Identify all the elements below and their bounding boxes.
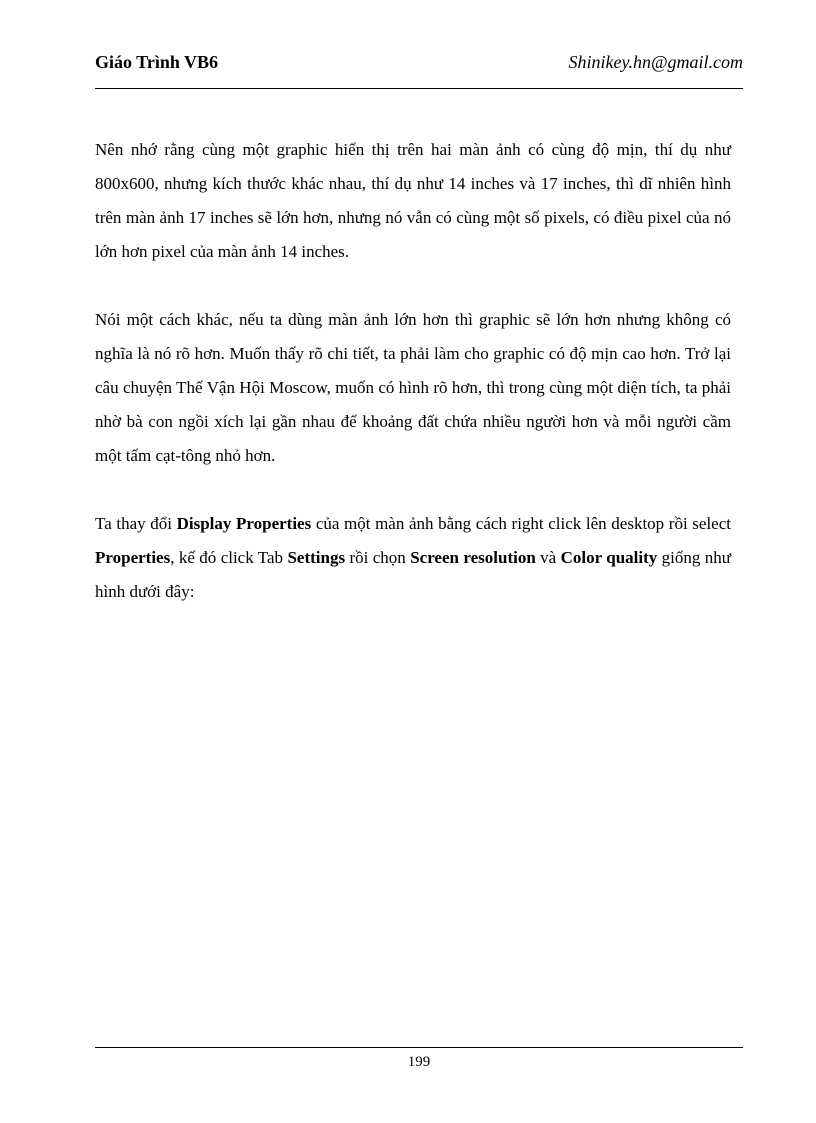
bold-term-screen-resolution: Screen resolution xyxy=(410,548,536,567)
paragraph-text: và xyxy=(535,548,561,567)
paragraph-text: , kế đó click Tab xyxy=(170,548,288,567)
document-title: Giáo Trình VB6 xyxy=(95,52,219,72)
page-content xyxy=(95,133,731,643)
bold-term-display-properties: Display Properties xyxy=(176,514,312,533)
paragraph-text: của một màn ảnh bằng cách right click lên desktop rồi select xyxy=(311,514,731,533)
paragraph-text: rồi chọn xyxy=(345,548,411,567)
page-header xyxy=(95,50,743,89)
paragraph xyxy=(95,507,731,609)
bold-term-settings: Settings xyxy=(287,548,346,567)
paragraph: Nói một cách khác, nếu ta dùng màn ảnh lớn hơn thì graphic sẽ lớn hơn nhưng không có nghĩa là nó rõ hơn. Muốn thấy rõ chi tiết, ta phải làm cho graphic có độ mịn cao hơn. Trở lại câu chuyện Thế Vận Hội Moscow, muốn có hình rõ hơn, thì trong cùng một diện tích, ta phải nhờ bà con ngồi xích lại gần nhau để khoảng đất chứa nhiều người hơn và mỗi người cầm một tấm cạt-tông nhỏ hơn. xyxy=(95,310,731,465)
paragraph: Nên nhớ rằng cùng một graphic hiển thị trên hai màn ảnh có cùng độ mịn, thí dụ như 800x600, nhưng kích thước khác nhau, thí dụ như 14 inches và 17 inches, thì dĩ nhiên hình trên màn ảnh 17 inches sẽ lớn hơn, nhưng nó vẫn có cùng một số pixels, có điều pixel của nó lớn hơn pixel của màn ảnh 14 inches. xyxy=(95,140,731,261)
author-email: Shinikey.hn@gmail.com xyxy=(568,52,743,72)
paragraph-text: Ta thay đổi xyxy=(95,514,177,533)
paragraph-text: giống như hình dưới đây: xyxy=(95,548,732,601)
bold-term-color-quality: Color quality xyxy=(560,548,658,567)
page-footer xyxy=(95,1047,743,1071)
bold-term-properties: Properties xyxy=(95,548,171,567)
page-number: 199 xyxy=(407,1054,431,1070)
